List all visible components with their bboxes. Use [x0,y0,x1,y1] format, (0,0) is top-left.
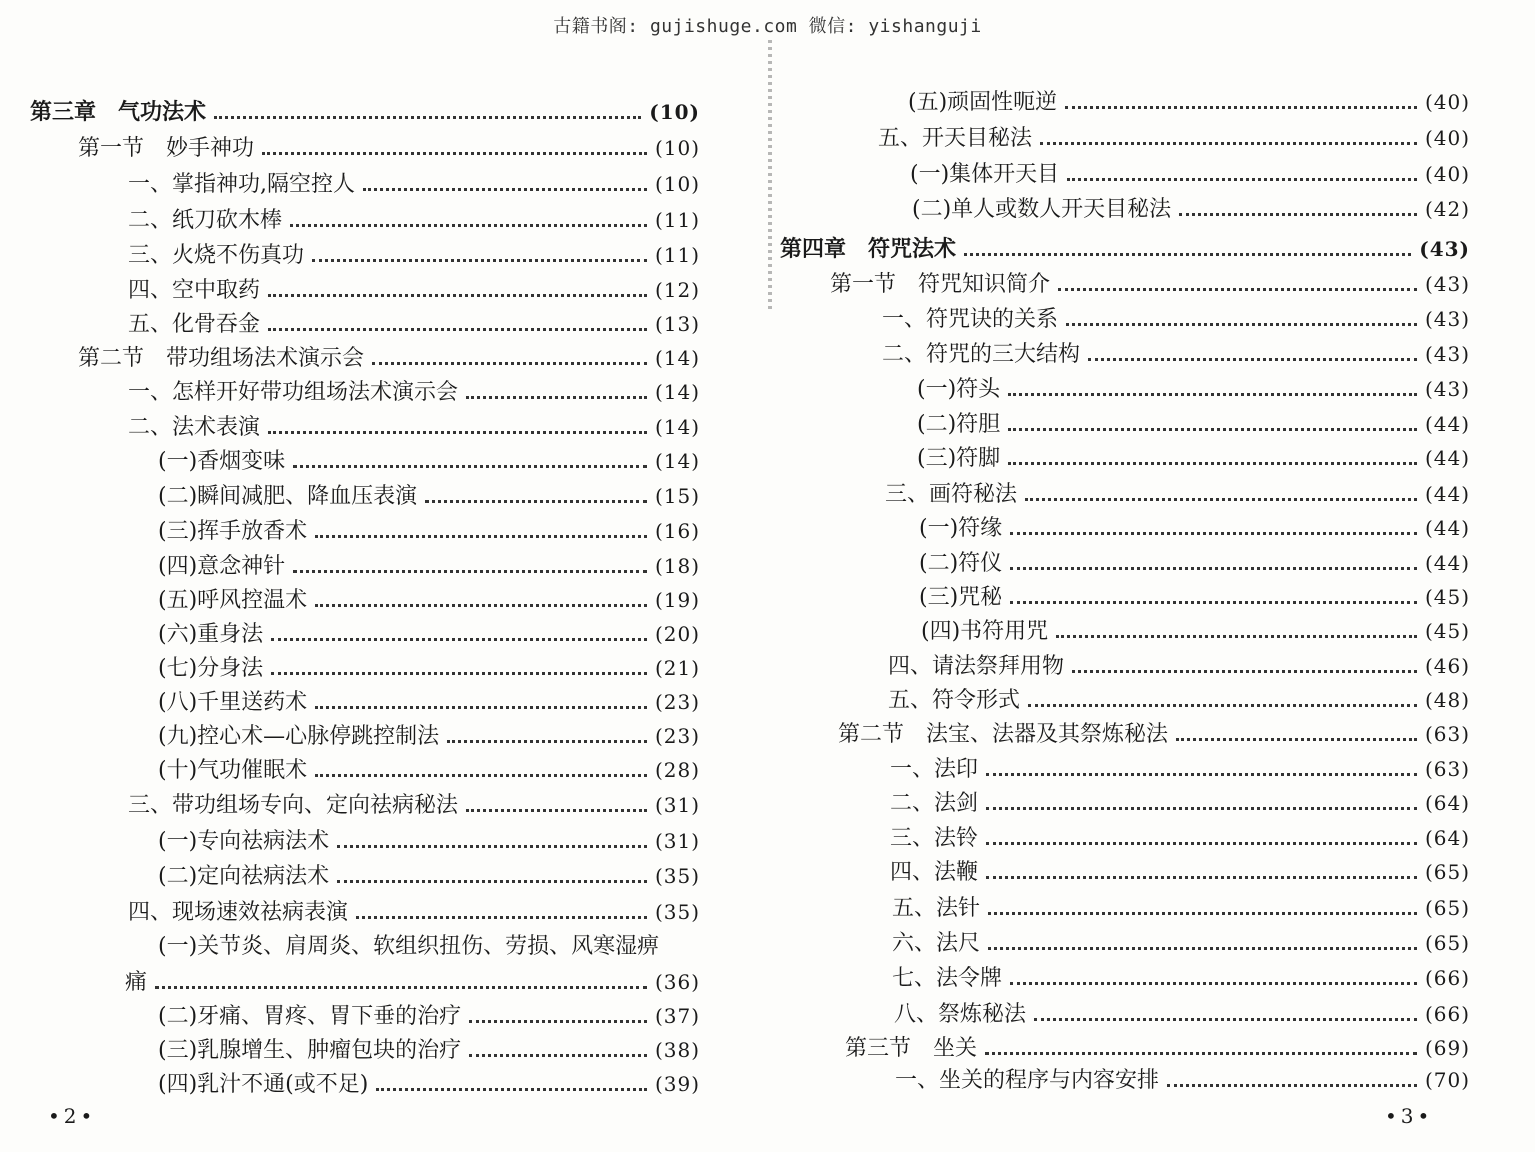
toc-item: 三、画符秘法 (44) [885,482,1470,507]
toc-subitem: (三)符脚 (44) [917,446,1470,471]
toc-item: 五、符令形式 (48) [888,688,1470,713]
toc-item: 八、祭炼秘法 (66) [894,1002,1470,1027]
toc-subitem-wrapped: (一)关节炎、肩周炎、软组织扭伤、劳损、风寒湿痹 [158,934,660,959]
toc-item: 五、化骨吞金 (13) [128,312,700,337]
toc-subitem-continuation: 痛 (36) [125,970,700,995]
right-page [775,0,1535,1152]
toc-subitem: (二)符仪 (44) [919,551,1470,576]
toc-subitem: (十)气功催眠术 (28) [158,758,700,783]
toc-subitem: (九)控心术—心脉停跳控制法 (23) [158,724,700,749]
toc-item: 二、符咒的三大结构 (43) [882,342,1470,367]
toc-item: 三、带功组场专向、定向祛病秘法 (31) [128,793,700,818]
toc-subitem: (二)符胆 (44) [917,412,1470,437]
toc-subitem: (二)牙痛、胃疼、胃下垂的治疗 (37) [158,1004,700,1029]
toc-item: 四、法鞭 (65) [890,860,1470,885]
toc-subitem: (二)单人或数人开天目秘法 (42) [912,197,1470,222]
toc-item: 四、现场速效祛病表演 (35) [128,900,700,925]
toc-subitem: (一)专向祛病法术 (31) [158,829,700,854]
toc-item: 二、纸刀砍木棒 (11) [128,208,700,233]
toc-subitem: (三)挥手放香术 (16) [158,519,700,544]
toc-section: 第二节 法宝、法器及其祭炼秘法 (63) [838,722,1470,747]
toc-section: 第一节 妙手神功 (10) [78,136,700,161]
toc-subitem: (二)瞬间减肥、降血压表演 (15) [158,484,700,509]
toc-subitem: (五)顽固性呃逆 (40) [908,90,1470,115]
page-number-right: •3• [1385,1104,1434,1128]
toc-item: 四、空中取药 (12) [128,278,700,303]
toc-item: 五、开天目秘法 (40) [878,126,1470,151]
toc-item: 二、法剑 (64) [890,791,1470,816]
toc-subitem: (五)呼风控温术 (19) [158,588,700,613]
toc-item: 一、符咒诀的关系 (43) [882,307,1470,332]
toc-item: 三、火烧不伤真功 (11) [128,243,700,268]
watermark-header: 古籍书阁: gujishuge.com 微信: yishanguji [553,16,982,37]
toc-subitem: (四)乳汁不通(或不足) (39) [158,1072,700,1097]
toc-item: 六、法尺 (65) [892,931,1470,956]
left-page [0,0,760,1152]
toc-subitem: (三)咒秘 (45) [919,585,1470,610]
toc-subitem: (四)书符用咒 (45) [921,619,1470,644]
toc-section: 第一节 符咒知识简介 (43) [830,272,1470,297]
toc-subitem: (三)乳腺增生、肿瘤包块的治疗 (38) [158,1038,700,1063]
toc-subitem: (四)意念神针 (18) [158,554,700,579]
toc-item: 一、法印 (63) [890,757,1470,782]
toc-subitem: (一)符缘 (44) [919,516,1470,541]
toc-subitem: (一)集体开天目 (40) [910,162,1470,187]
page-number-left: •2• [48,1104,97,1128]
toc-subitem: (一)符头 (43) [917,377,1470,402]
toc-item: 一、掌指神功,隔空控人 (10) [128,172,700,197]
toc-chapter: 第四章 符咒法术 (43) [780,236,1470,262]
toc-subitem: (七)分身法 (21) [158,656,700,681]
toc-item: 三、法铃 (64) [890,826,1470,851]
toc-subitem: (二)定向祛病法术 (35) [158,864,700,889]
toc-subitem: (一)香烟变味 (14) [158,449,700,474]
toc-section: 第三节 坐关 (69) [845,1036,1470,1061]
toc-subitem: (六)重身法 (20) [158,622,700,647]
binding-gutter [768,40,772,310]
toc-item: 二、法术表演 (14) [128,415,700,440]
toc-chapter: 第三章 气功法术 (10) [30,99,700,125]
toc-item: 五、法针 (65) [892,896,1470,921]
toc-subitem: (八)千里送药术 (23) [158,690,700,715]
toc-section: 第二节 带功组场法术演示会 (14) [78,346,700,371]
toc-item: 一、怎样开好带功组场法术演示会 (14) [128,380,700,405]
toc-item: 一、坐关的程序与内容安排 (70) [895,1068,1470,1093]
toc-item: 七、法令牌 (66) [892,966,1470,991]
toc-item: 四、请法祭拜用物 (46) [888,654,1470,679]
